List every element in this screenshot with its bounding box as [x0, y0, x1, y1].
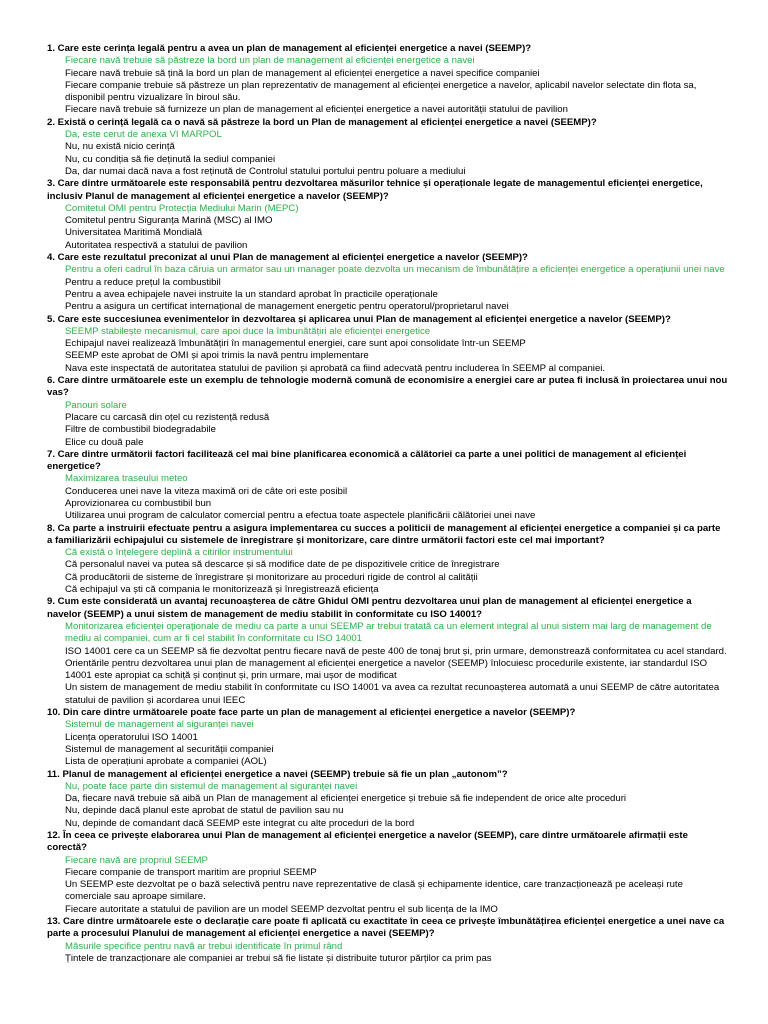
answer-option-correct: Fiecare navă are propriul SEEMP	[65, 854, 208, 866]
answer-option: Orientările pentru dezvoltarea unui plan de management al eficienței energetice a navelor (SEEMP) înlocuiesc procedurile existente, iar standardul ISO 14001 este apropiat ca schiță și conținut și, prin urmare, mai ușor de modificat	[65, 657, 708, 682]
question-title: 2. Există o cerință legală ca o navă să păstreze la bord un Plan de management al eficienței energetice a navei (SEEMP)?	[47, 116, 597, 128]
answer-option: Elice cu două pale	[65, 436, 144, 448]
question-block	[47, 117, 728, 178]
question-list	[47, 43, 728, 965]
answer-option-correct: Sistemul de management al siguranței navei	[65, 719, 254, 731]
answer-option: Nu, depinde dacă planul este aprobat de statul de pavilion sau nu	[65, 805, 344, 817]
question-block	[47, 375, 728, 449]
answer-option: Aprovizionarea cu combustibil bun	[65, 497, 212, 509]
answer-option: Un SEEMP este dezvoltat pe o bază selectivă pentru nave reprezentative de clasă și echipamente identice, care tranzacționează pe aceleași rute comerciale sau aproape similare.	[65, 879, 683, 903]
answer-option: Nava este inspectată de autoritatea statului de pavilion și aprobată ca fiind adecvată pentru includerea în SEEMP al companiei.	[65, 362, 606, 374]
answer-option: Că echipajul va ști că compania le monitorizează și înregistrează eficiența	[65, 584, 379, 596]
question-title: 9. Cum este considerată un avantaj recunoașterea de către Ghidul OMI pentru dezvoltarea unui plan de management al eficienței energetice a navelor (SEEMP) a unui sistem de management de mediu stabilit în conformitate cu ISO 14001?	[47, 596, 692, 620]
question-block	[47, 830, 728, 916]
answer-option: Fiecare navă trebuie să țină la bord un plan de management al eficienței energetice a navei specifice companiei	[65, 67, 540, 79]
answer-option: Fiecare autoritate a statului de pavilion are un model SEEMP dezvoltat pentru el sub licența de la IMO	[65, 903, 498, 915]
answer-option-correct: Măsurile specifice pentru navă ar trebui identificate în primul rând	[65, 940, 343, 952]
answer-option: Fiecare navă trebuie să furnizeze un plan de management al eficienței energetice a navei autorității statului de pavilion	[65, 104, 568, 116]
question-block	[47, 43, 728, 117]
question-title: 6. Care dintre următoarele este un exemplu de tehnologie modernă comună de economisire a energiei care ar putea fi inclusă în proiectarea unui nou vas?	[47, 375, 728, 399]
answer-option: Echipajul navei realizează îmbunătățiri în managementul energiei, care sunt apoi consolidate într-un SEEMP	[65, 338, 526, 350]
question-title: 12. În ceea ce privește elaborarea unui Plan de management al eficienței energetice a navelor (SEEMP), care dintre următoarele afirmații este corectă?	[47, 830, 688, 854]
question-title: 7. Care dintre următorii factori facilitează cel mai bine planificarea economică a călătoriei ca parte a unei politici de management al eficienței energetice?	[47, 448, 687, 473]
answer-option: Țintele de tranzacționare ale companiei ar trebui să fie listate și distribuite tuturor părților ca prim pas	[65, 952, 492, 964]
question-block	[47, 916, 728, 965]
question-title: 13. Care dintre următoarele este o declarație care poate fi aplicată cu exactitate în ceea ce privește îmbunătățirea eficienței energetice a unei nave ca parte a procesului Planului de management al eficienței energetice a navei (SEEMP)?	[47, 916, 725, 940]
question-block	[47, 178, 728, 252]
answer-option-correct: Fiecare navă trebuie să păstreze la bord un plan de management al eficienței energetice a navei	[65, 55, 475, 67]
answer-option: Că producătorii de sisteme de înregistrare și monitorizare au proceduri rigide de control al calității	[65, 571, 478, 583]
answer-option-correct: Da, este cerut de anexa VI MARPOL	[65, 129, 222, 141]
answer-option-correct: Pentru a oferi cadrul în baza căruia un armator sau un manager poate dezvolta un mecanism de îmbunătățire a eficienței energetice a operațiunii unei nave	[65, 264, 725, 276]
question-title: 3. Care dintre următoarele este responsabilă pentru dezvoltarea măsurilor tehnice și operaționale legate de managementul eficienței energetice, inclusiv Planul de management al eficienței energetice a navelor (SEEMP)?	[47, 178, 703, 202]
question-title: 5. Care este succesiunea evenimentelor în dezvoltarea și aplicarea unui Plan de management al eficienței energetice a navelor (SEEMP)?	[47, 313, 671, 325]
answer-option: Fiecare companie trebuie să păstreze un plan reprezentativ de management al eficienței energetice a navelor, aplicabil navelor selectate din flota sa, disponibil pentru vizualizare în biroul său.	[65, 79, 697, 104]
question-title: 1. Care este cerința legală pentru a avea un plan de management al eficienței energetice a navei (SEEMP)?	[47, 43, 532, 54]
answer-option-correct: Comitetul OMI pentru Protecția Mediului Marin (MEPC)	[65, 202, 299, 214]
question-block	[47, 314, 728, 375]
answer-option: Universitatea Maritimă Mondială	[65, 227, 203, 239]
question-title: 8. Ca parte a instruirii efectuate pentru a asigura implementarea cu succes a politicii de management al eficienței energetice a companiei și ca parte a familiarizării echipajului cu sistemele de înregistrare și monitorizare, care dintre următorii factori este cel mai important?	[47, 522, 721, 546]
answer-option: Da, dar numai dacă nava a fost reținută de Controlul statului portului pentru poluare a mediului	[65, 165, 466, 177]
answer-option: Autoritatea respectivă a statului de pavilion	[65, 239, 248, 251]
answer-option: Utilizarea unui program de calculator comercial pentru a efectua toate aspectele planificării călătoriei unei nave	[65, 510, 536, 522]
answer-option: SEEMP este aprobat de OMI și apoi trimis la navă pentru implementare	[65, 350, 369, 362]
question-title: 11. Planul de management al eficienței energetice a navei (SEEMP) trebuie să fie un plan „autonom”?	[47, 768, 508, 780]
answer-option: ISO 14001 cere ca un SEEMP să fie dezvoltat pentru fiecare navă de peste 400 de tonaj brut și, prin urmare, demonstrează conformitatea cu acel standard.	[65, 645, 727, 657]
answer-option: Lista de operațiuni aprobate a companiei (AOL)	[65, 756, 267, 768]
answer-option: Pentru a avea echipajele navei instruite la un standard aprobat în practicile operaționale	[65, 288, 438, 300]
question-block	[47, 523, 728, 597]
answer-option-correct: SEEMP stabilește mecanismul, care apoi duce la îmbunătățiri ale eficienței energetice	[65, 325, 431, 337]
answer-option-correct: Nu, poate face parte din sistemul de management al siguranței navei	[65, 780, 358, 792]
question-title: 10. Din care dintre următoarele poate face parte un plan de management al eficienței energetice a navelor (SEEMP)?	[47, 707, 576, 719]
answer-option: Licența operatorului ISO 14001	[65, 731, 198, 743]
answer-option: Nu, nu există nicio cerință	[65, 141, 175, 153]
question-block	[47, 769, 728, 830]
answer-option: Placare cu carcasă din oțel cu rezistență redusă	[65, 411, 270, 423]
answer-option: Pentru a asigura un certificat internațional de management energetic pentru operatorul/proprietarul navei	[65, 301, 509, 313]
answer-option-correct: Că există o înțelegere deplină a citirilor instrumentului	[65, 547, 293, 559]
answer-option: Nu, depinde de comandant dacă SEEMP este integrat cu alte proceduri de la bord	[65, 817, 415, 829]
answer-option-correct: Panouri solare	[65, 399, 127, 411]
answer-option: Filtre de combustibil biodegradabile	[65, 424, 216, 436]
question-title: 4. Care este rezultatul preconizat al unui Plan de management al eficienței energetice a navelor (SEEMP)?	[47, 252, 528, 264]
answer-option: Conducerea unei nave la viteza maximă ori de câte ori este posibil	[65, 485, 348, 497]
answer-option: Nu, cu condiția să fie deținută la sediul companiei	[65, 153, 276, 165]
answer-option: Da, fiecare navă trebuie să aibă un Plan de management al eficienței energetice și trebuie să fie independent de orice alte proceduri	[65, 793, 627, 805]
answer-option: Un sistem de management de mediu stabilit în conformitate cu ISO 14001 va avea ca rezultat recunoașterea automată a unui SEEMP de către autoritatea statului de pavilion și acordarea unui IEEC	[65, 682, 720, 706]
question-block	[47, 707, 728, 768]
answer-option: Comitetul pentru Siguranța Marină (MSC) al IMO	[65, 215, 273, 227]
answer-option: Că personalul navei va putea să descarce și să modifice date de pe dispozitivele critice de înregistrare	[65, 559, 500, 571]
question-block	[47, 449, 728, 523]
answer-option: Pentru a reduce prețul la combustibil	[65, 276, 221, 288]
answer-option-correct: Maximizarea traseului meteo	[65, 473, 188, 485]
answer-option-correct: Monitorizarea eficienței operaționale de mediu ca parte a unui SEEMP ar trebui tratată ca un element integral al unui sistem mai larg de management de mediu al companiei, cum ar fi cel stabilit în conformitate cu ISO 14001	[65, 620, 712, 645]
answer-option: Fiecare companie de transport maritim are propriul SEEMP	[65, 866, 317, 878]
question-block	[47, 596, 728, 707]
question-block	[47, 252, 728, 313]
answer-option: Sistemul de management al securității companiei	[65, 743, 274, 755]
